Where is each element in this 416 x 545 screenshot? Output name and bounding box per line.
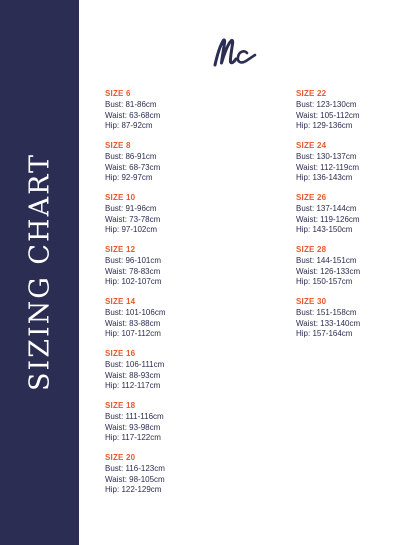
size-entry: [105, 89, 215, 141]
size-entry: [296, 141, 406, 193]
size-label: SIZE 24: [296, 141, 327, 150]
size-label: SIZE 26: [296, 193, 327, 202]
waist-measure: Waist: 63-68cm: [105, 110, 161, 120]
size-label: SIZE 30: [296, 297, 327, 306]
bust-measure: Bust: 151-158cm: [296, 308, 357, 317]
hip-measure: Hip: 107-112cm: [105, 329, 161, 338]
waist-measure: Waist: 98-105cm: [105, 474, 165, 484]
size-column-left: [105, 89, 215, 505]
size-entry: [105, 401, 215, 453]
bust-measure: Bust: 81-86cm: [105, 100, 157, 109]
waist-measure: Waist: 73-78cm: [105, 214, 161, 224]
bust-measure: Bust: 137-144cm: [296, 204, 357, 213]
hip-measure: Hip: 129-136cm: [296, 121, 353, 130]
mc-signature-logo-icon: [211, 36, 265, 70]
size-label: SIZE 28: [296, 245, 327, 254]
size-label: SIZE 16: [105, 349, 136, 358]
waist-measure: Waist: 78-83cm: [105, 266, 161, 276]
waist-measure: Waist: 88-93cm: [105, 370, 161, 380]
waist-measure: Waist: 68-73cm: [105, 162, 161, 172]
hip-measure: Hip: 122-129cm: [105, 485, 162, 494]
size-entry: [296, 193, 406, 245]
hip-measure: Hip: 143-150cm: [296, 225, 353, 234]
size-entry: [105, 349, 215, 401]
size-label: SIZE 20: [105, 453, 136, 462]
hip-measure: Hip: 157-164cm: [296, 329, 353, 338]
waist-measure: Waist: 105-112cm: [296, 110, 360, 120]
bust-measure: Bust: 91-96cm: [105, 204, 157, 213]
bust-measure: Bust: 116-123cm: [105, 464, 165, 473]
size-entry: [105, 193, 215, 245]
size-entry: [296, 89, 406, 141]
bust-measure: Bust: 111-116cm: [105, 412, 164, 421]
size-column-right: [296, 89, 406, 349]
size-label: SIZE 10: [105, 193, 136, 202]
bust-measure: Bust: 144-151cm: [296, 256, 357, 265]
size-entry: [105, 141, 215, 193]
size-label: SIZE 12: [105, 245, 136, 254]
size-label: SIZE 22: [296, 89, 327, 98]
bust-measure: Bust: 130-137cm: [296, 152, 357, 161]
page-title: SIZING CHART: [24, 153, 56, 391]
size-entry: [105, 245, 215, 297]
sidebar-band: [0, 0, 79, 545]
waist-measure: Waist: 93-98cm: [105, 422, 161, 432]
waist-measure: Waist: 83-88cm: [105, 318, 161, 328]
size-label: SIZE 6: [105, 89, 131, 98]
size-entry: [296, 297, 406, 349]
waist-measure: Waist: 112-119cm: [296, 162, 359, 172]
hip-measure: Hip: 136-143cm: [296, 173, 353, 182]
hip-measure: Hip: 117-122cm: [105, 433, 161, 442]
hip-measure: Hip: 87-92cm: [105, 121, 153, 130]
hip-measure: Hip: 150-157cm: [296, 277, 353, 286]
hip-measure: Hip: 92-97cm: [105, 173, 153, 182]
size-entry: [105, 297, 215, 349]
size-label: SIZE 18: [105, 401, 136, 410]
size-entry: [105, 453, 215, 505]
bust-measure: Bust: 101-106cm: [105, 308, 166, 317]
waist-measure: Waist: 119-126cm: [296, 214, 360, 224]
size-label: SIZE 8: [105, 141, 131, 150]
bust-measure: Bust: 86-91cm: [105, 152, 157, 161]
bust-measure: Bust: 123-130cm: [296, 100, 357, 109]
waist-measure: Waist: 126-133cm: [296, 266, 361, 276]
bust-measure: Bust: 96-101cm: [105, 256, 162, 265]
size-label: SIZE 14: [105, 297, 136, 306]
hip-measure: Hip: 112-117cm: [105, 381, 161, 390]
bust-measure: Bust: 106-111cm: [105, 360, 165, 369]
size-entry: [296, 245, 406, 297]
hip-measure: Hip: 97-102cm: [105, 225, 158, 234]
waist-measure: Waist: 133-140cm: [296, 318, 361, 328]
hip-measure: Hip: 102-107cm: [105, 277, 162, 286]
